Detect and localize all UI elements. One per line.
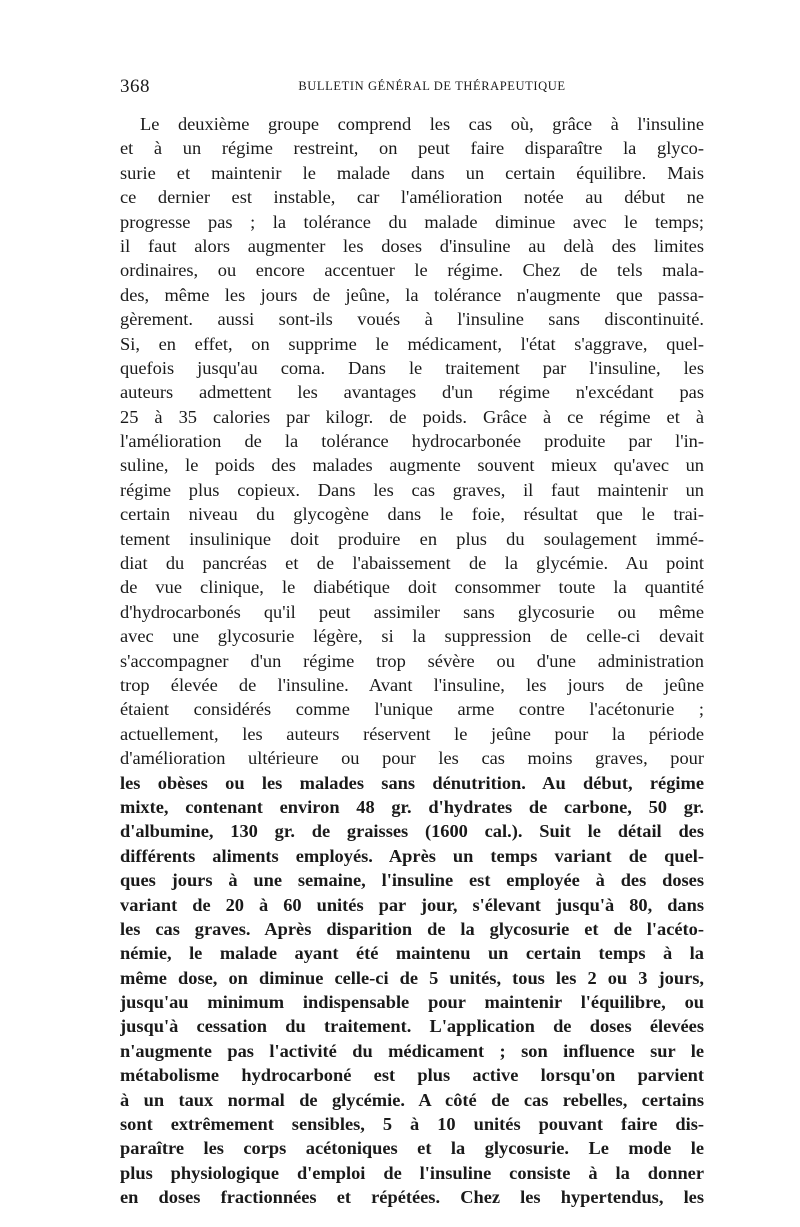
- text-line: métabolisme hydrocarboné est plus active lorsqu'on parvient: [120, 1065, 704, 1086]
- text-line: actuellement, les auteurs réservent le jeûne pour la période: [120, 723, 704, 744]
- text-line: les obèses ou les malades sans dénutrition. Au début, régime: [120, 772, 704, 793]
- text-line: en doses fractionnées et répétées. Chez les hypertendus, les: [120, 1187, 704, 1208]
- text-line: jusqu'au minimum indispensable pour maintenir l'équilibre, ou: [120, 992, 704, 1013]
- text-line: d'albumine, 130 gr. de graisses (1600 cal.). Suit le détail des: [120, 821, 704, 842]
- text-line: étaient considérés comme l'unique arme contre l'acétonurie ;: [120, 699, 704, 720]
- text-line: variant de 20 à 60 unités par jour, s'élevant jusqu'à 80, dans: [120, 894, 704, 915]
- text-line: ordinaires, ou encore accentuer le régime. Chez de tels mala-: [120, 260, 704, 281]
- text-line: même dose, on diminue celle-ci de 5 unités, tous les 2 ou 3 jours,: [120, 967, 704, 988]
- text-line: progresse pas ; la tolérance du malade diminue avec le temps;: [120, 211, 704, 232]
- text-line: Le deuxième groupe comprend les cas où, grâce à l'insuline: [140, 114, 704, 134]
- text-line: sont extrêmement sensibles, 5 à 10 unités pouvant faire dis-: [120, 1114, 704, 1135]
- text-line: trop élevée de l'insuline. Avant l'insuline, les jours de jeûne: [120, 674, 704, 695]
- text-line: quefois jusqu'au coma. Dans le traitement par l'insuline, les: [120, 357, 704, 378]
- text-line: 25 à 35 calories par kilogr. de poids. Grâce à ce régime et à: [120, 406, 704, 427]
- text-line: jusqu'à cessation du traitement. L'application de doses élevées: [120, 1016, 704, 1037]
- text-line: de vue clinique, le diabétique doit consommer toute la quantité: [120, 577, 704, 598]
- text-line: d'hydrocarbonés qu'il peut assimiler sans glycosurie ou même: [120, 601, 704, 622]
- text-line: ques jours à une semaine, l'insuline est employée à des doses: [120, 870, 704, 891]
- text-line: l'amélioration de la tolérance hydrocarbonée produite par l'in-: [120, 431, 704, 452]
- text-line: n'augmente pas l'activité du médicament ; son influence sur le: [120, 1040, 704, 1061]
- text-line: Si, en effet, on supprime le médicament, l'état s'aggrave, quel-: [120, 333, 704, 354]
- text-line: suline, le poids des malades augmente souvent mieux qu'avec un: [120, 455, 704, 476]
- text-line: diat du pancréas et de l'abaissement de la glycémie. Au point: [120, 553, 704, 574]
- text-line: mixte, contenant environ 48 gr. d'hydrates de carbone, 50 gr.: [120, 796, 704, 817]
- text-line: ce dernier est instable, car l'amélioration notée au début ne: [120, 187, 704, 208]
- body-text: [120, 112, 704, 1210]
- journal-title: BULLETIN GÉNÉRAL DE THÉRAPEUTIQUE: [298, 79, 566, 93]
- text-line: plus physiologique d'emploi de l'insuline consiste à la donner: [120, 1162, 704, 1183]
- text-line: surie et maintenir le malade dans un certain équilibre. Mais: [120, 162, 704, 183]
- text-line: certain niveau du glycogène dans le foie, résultat que le trai-: [120, 504, 704, 525]
- running-head: [120, 76, 704, 100]
- text-line: tement insulinique doit produire en plus du soulagement immé-: [120, 528, 704, 549]
- text-line: s'accompagner d'un régime trop sévère ou d'une administration: [120, 650, 704, 671]
- text-line: avec une glycosurie légère, si la suppression de celle-ci devait: [120, 626, 704, 647]
- text-line: régime plus copieux. Dans les cas graves, il faut maintenir un: [120, 479, 704, 500]
- text-line: gèrement. aussi sont-ils voués à l'insuline sans discontinuité.: [120, 309, 704, 330]
- page-number: 368: [120, 76, 150, 97]
- text-line: d'amélioration ultérieure ou pour les cas moins graves, pour: [120, 748, 704, 769]
- text-line: il faut alors augmenter les doses d'insuline au delà des limites: [120, 235, 704, 256]
- text-line: les cas graves. Après disparition de la glycosurie et de l'acéto-: [120, 918, 704, 939]
- text-line: paraître les corps acétoniques et la glycosurie. Le mode le: [120, 1138, 704, 1159]
- text-line: auteurs admettent les avantages d'un régime n'excédant pas: [120, 382, 704, 403]
- text-line: némie, le malade ayant été maintenu un certain temps à la: [120, 943, 704, 964]
- text-line: à un taux normal de glycémie. A côté de cas rebelles, certains: [120, 1089, 704, 1110]
- text-line: différents aliments employés. Après un temps variant de quel-: [120, 845, 704, 866]
- text-line: des, même les jours de jeûne, la tolérance n'augmente que passa-: [120, 284, 704, 305]
- text-line: et à un régime restreint, on peut faire disparaître la glyco-: [120, 138, 704, 159]
